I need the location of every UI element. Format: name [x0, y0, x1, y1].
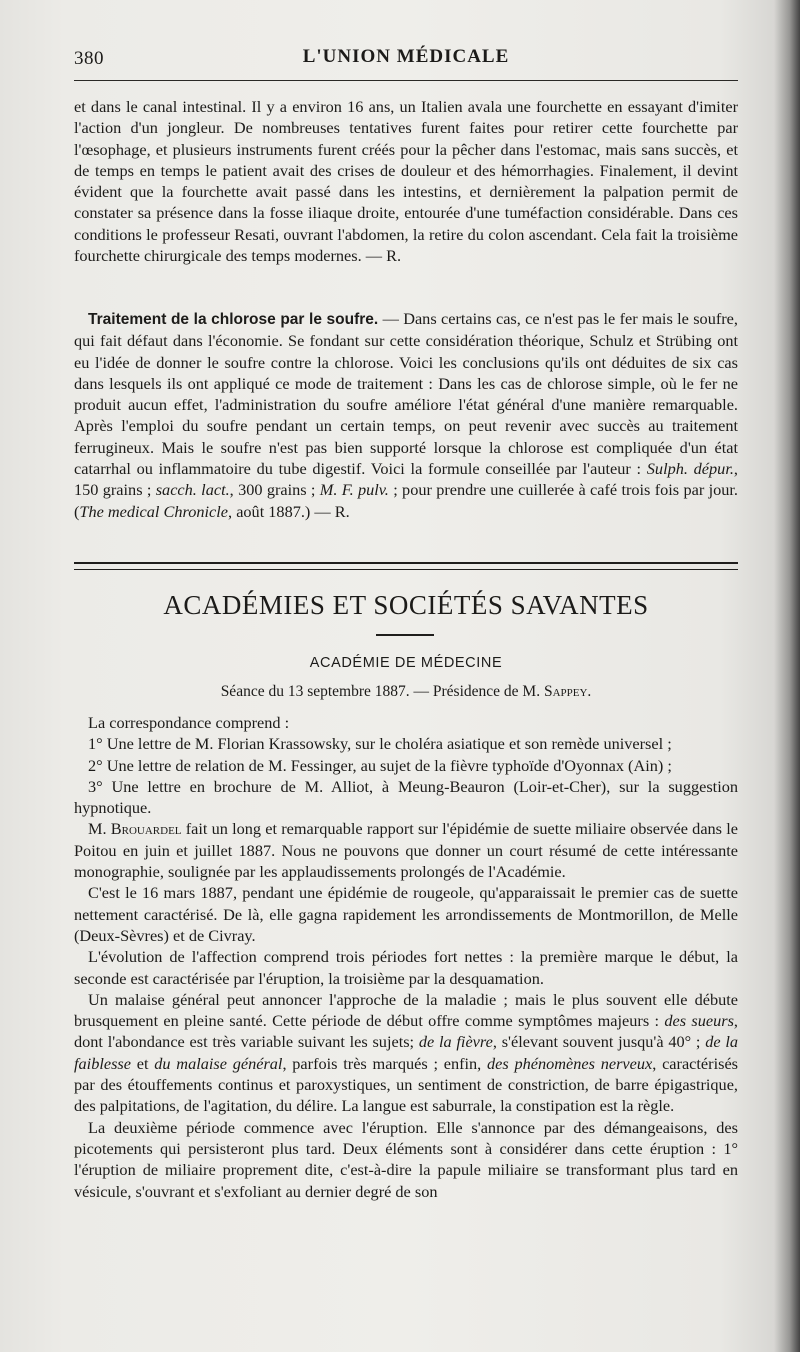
session-president-name: appey — [552, 684, 588, 700]
epidemic-onset-paragraph: C'est le 16 mars 1887, pendant une épidémie de rougeole, qu'apparaissait le premier cas de suette nettement caractérisé. De là, elle gagna rapidement les arrondissements de Montmorillon, de Melle (Deux-Sèvres) et de Civray. — [74, 883, 738, 945]
correspondence-item-1: 1° Une lettre de M. Florian Krassowsky, sur le choléra asiatique et son remède universel ; — [88, 734, 672, 754]
symptoms-text-a: Un malaise général peut annoncer l'approche de la maladie ; mais le plus souvent elle débute brusquement en pleine santé. Cette période de début offre comme symptômes majeurs : — [74, 989, 738, 1031]
symptoms-text-d: et — [130, 1053, 155, 1073]
academy-report — [74, 712, 738, 1202]
formula-text-5: , août 1887.) — R. — [228, 501, 350, 521]
session-text: Séance du 13 septembre 1887. — Présidence de M. S — [220, 683, 553, 700]
brouardel-prefix: M. — [88, 819, 111, 839]
symptom-sweats: des sueurs — [664, 1011, 734, 1031]
article-chlorose-heading: Traitement de la chlorose par le soufre. — [88, 311, 379, 328]
source-journal: The medical Chronicle — [79, 501, 229, 521]
section-title: ACADÉMIES ET SOCIÉTÉS SAVANTES — [163, 590, 649, 620]
section-divider — [74, 562, 738, 570]
symptom-weakness: de la faiblesse — [74, 1032, 738, 1073]
section-title-rule — [376, 634, 434, 636]
formula-text-3: , 300 grains ; — [229, 480, 320, 500]
book-spine-shadow — [774, 0, 800, 1352]
correspondence-item-3: 3° Une lettre en brochure de M. Alliot, à Meung-Beauron (Loir-et-Cher), sur la suggestion hypnotique. — [74, 776, 738, 818]
session-suffix: . — [587, 683, 592, 700]
brouardel-paragraph — [74, 818, 738, 882]
header-rule — [74, 80, 738, 81]
formula-sulph: Sulph. dépur. — [646, 459, 734, 479]
page-number: 380 — [74, 48, 104, 69]
formula-pulv: M. F. pulv. — [319, 480, 389, 500]
symptom-fever: de la fièvre — [418, 1032, 493, 1052]
symptoms-paragraph — [74, 989, 738, 1117]
symptoms-text-b: , dont l'abondance est très variable suivant les sujets; — [74, 1011, 738, 1052]
brouardel-text: fait un long et remarquable rapport sur l'épidémie de suette miliaire observée dans le Poitou en juin et juillet 1887. Nous ne pouvons que donner un court résumé de cette intéressante monographie, soulignée par les applaudissements prolongés de l'Académie. — [74, 819, 738, 882]
brouardel-name: Brouardel — [110, 819, 182, 839]
formula-text-2: , 150 grains ; — [74, 459, 738, 500]
correspondence-intro: La correspondance comprend : — [88, 713, 290, 732]
correspondence-item-2: 2° Une lettre de relation de M. Fessinger, au sujet de la fièvre typhoïde d'Oyonnax (Ain) ; — [88, 755, 672, 775]
subsection-title: ACADÉMIE DE MÉDECINE — [309, 655, 503, 671]
eruption-paragraph: La deuxième période commence avec l'éruption. Elle s'annonce par des démangeaisons, des picotements qui persisteront plus tard. Deux éléments sont à considérer dans cette éruption : 1° l'éruption de miliaire proprement dite, c'est-à-dire la papule miliaire se transformant plus tard en vésicule, s'ouvrant et s'exfoliant au dernier degré de son — [74, 1117, 738, 1201]
symptoms-text-c: , s'élevant souvent jusqu'à 40° ; — [492, 1032, 706, 1052]
evolution-paragraph: L'évolution de l'affection comprend trois périodes fort nettes : la première marque le début, la seconde est caractérisée par l'éruption, la troisième par la desquamation. — [74, 947, 738, 988]
page-header — [74, 46, 738, 74]
session-line — [74, 683, 738, 701]
symptoms-text-e: , parfois très marqués ; enfin, — [282, 1053, 488, 1073]
running-title: L'UNION MÉDICALE — [302, 46, 510, 67]
formula-sacch: sacch. lact. — [155, 480, 230, 500]
symptoms-text-f: , caractérisés par des étouffements continus et paroxystiques, un sentiment de constriction, de barre épigastrique, des palpitations, de l'agitation, du délire. La langue est saburrale, la constipation est la règle. — [74, 1053, 739, 1116]
formula-text-4: ; pour prendre une cuillerée à café trois fois par jour. ( — [74, 480, 738, 521]
article-chlorose-paragraph — [74, 308, 738, 522]
symptom-nervous: des phénomènes nerveux — [487, 1053, 653, 1073]
article-chlorose-text: — Dans certains cas, ce n'est pas le fer mais le soufre, qui fait défaut dans l'économie. Se fondant sur cette considération théorique, Schulz et Strübing ont eu l'idée de donner le soufre contre la chlorose. Voici les conclusions qu'ils ont déduites de six cas dans lesquels ils ont appliqué ce mode de traitement : Dans les cas de chlorose simple, où le fer ne produit aucun effet, l'administration du soufre améliore l'état général d'une manière remarquable. Après l'emploi du soufre pendant un certain temps, on peut revenir avec succès au traitement ferrugineux. Mais le soufre n'est pas bien supporté lorsque la chlorose est compliquée d'un état catarrhal ou inflammatoire du tube digestif. Voici la formule conseillée par l'auteur : — [74, 309, 738, 479]
symptom-malaise: du malaise général — [154, 1053, 283, 1073]
article-fork-paragraph: et dans le canal intestinal. Il y a environ 16 ans, un Italien avala une fourchette en essayant d'imiter l'action d'un jongleur. De nombreuses tentatives furent faites pour retirer cette fourchette par l'œsophage, et plusieurs instruments furent créés pour la pêcher dans l'estomac, mais sans succès, et de temps en temps le patient avait des crises de douleur et des hémorrhagies. Finalement, il devint évident que la fourchette avait passé dans les intestins, et dernièrement la palpation permit de constater sa présence dans la fosse iliaque droite, entourée d'une tuméfaction considérable. Dans ces conditions le professeur Resati, ouvrant l'abdomen, la retire du colon ascendant. Cela fait la troisième fourchette chirurgicale des temps modernes. — R. — [74, 97, 738, 266]
